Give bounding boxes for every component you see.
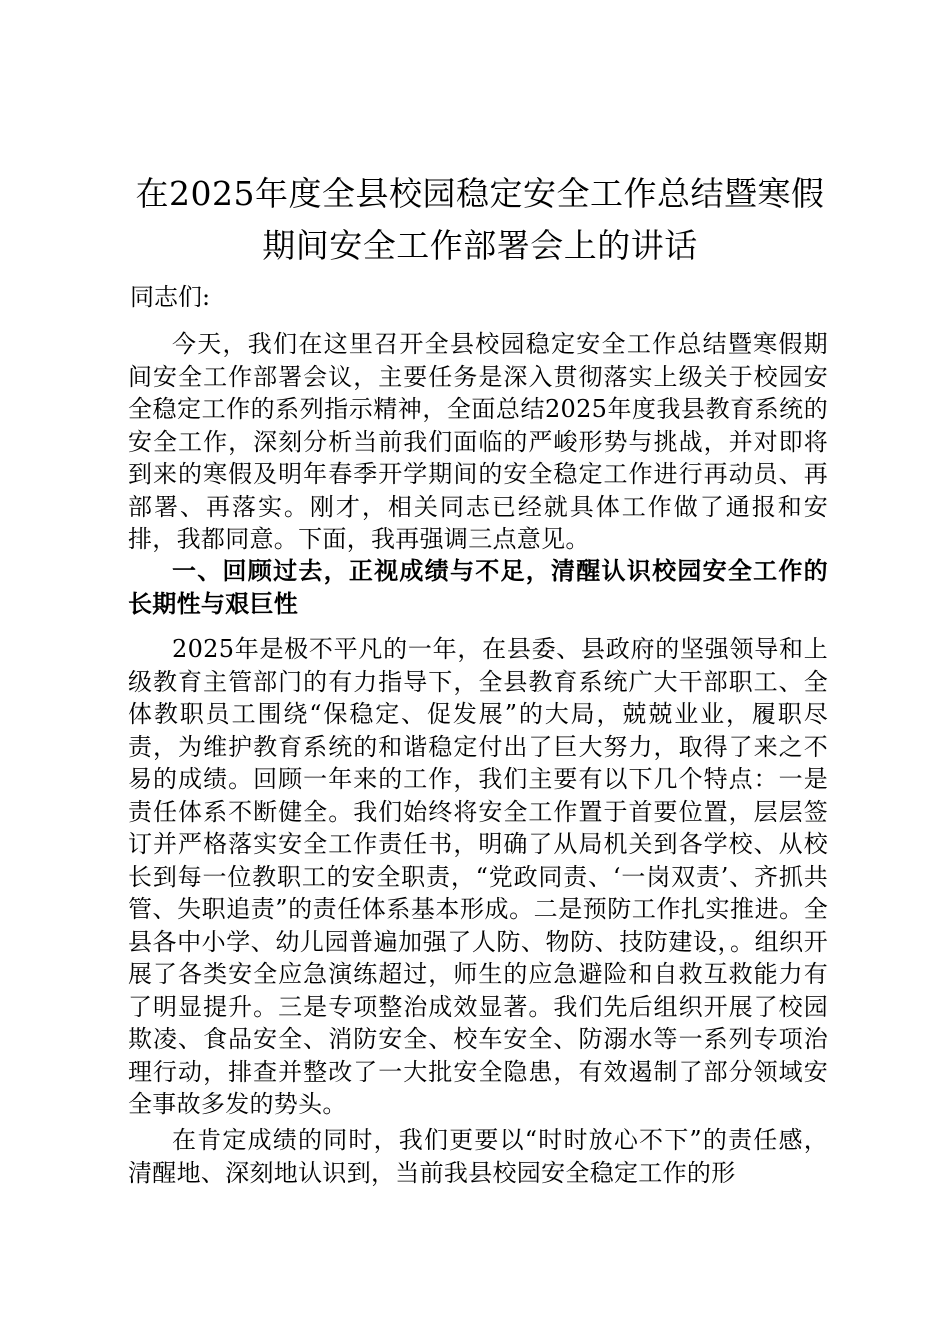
salutation: 同志们:: [130, 283, 211, 311]
paragraph-awareness: 在肯定成绩的同时，我们更要以“时时放心不下”的责任感，清醒地、深刻地认识到，当前我县校园安全稳定工作的形: [128, 1126, 828, 1187]
document-title: 在2025年度全县校园稳定安全工作总结暨寒假期间安全工作部署会上的讲话: [135, 174, 825, 265]
paragraph-review: 2025年是极不平凡的一年，在县委、县政府的坚强领导和上级教育主管部门的有力指导下，全县教育系统广大干部职工、全体教职员工围绕“保稳定、促发展”的大局，兢兢业业，履职尽责，为维护教育系统的和谐稳定付出了巨大努力，取得了来之不易的成绩。回顾一年来的工作，我们主要有以下几个特点：一是责任体系不断健全。我们始终将安全工作置于首要位置，层层签订并严格落实安全工作责任书，明确了从局机关到各学校、从校长到每一位教职工的安全职责，“党政同责、‘一岗双责’、齐抓共管、失职追责”的责任体系基本形成。二是预防工作扎实推进。全县各中小学、幼儿园普遍加强了人防、物防、技防建设，。组织开展了各类安全应急演练超过，师生的应急避险和自救互救能力有了明显提升。三是专项整治成效显著。我们先后组织开展了校园欺凌、食品安全、消防安全、校车安全、防溺水等一系列专项治理行动，排查并整改了一大批安全隐患，有效遏制了部分领域安全事故多发的势头。: [128, 635, 828, 1118]
section-heading: 一、回顾过去，正视成绩与不足，清醒认识校园安全工作的长期性与艰巨性: [128, 556, 828, 618]
paragraph-intro: 今天，我们在这里召开全县校园稳定安全工作总结暨寒假期间安全工作部署会议，主要任务是深入贯彻落实上级关于校园安全稳定工作的系列指示精神，全面总结2025年度我县教育系统的安全工作，深刻分析当前我们面临的严峻形势与挑战，并对即将到来的寒假及明年春季开学期间的安全稳定工作进行再动员、再部署、再落实。刚才，相关同志已经就具体工作做了通报和安排，我都同意。下面，我再强调三点意见。: [128, 330, 828, 553]
